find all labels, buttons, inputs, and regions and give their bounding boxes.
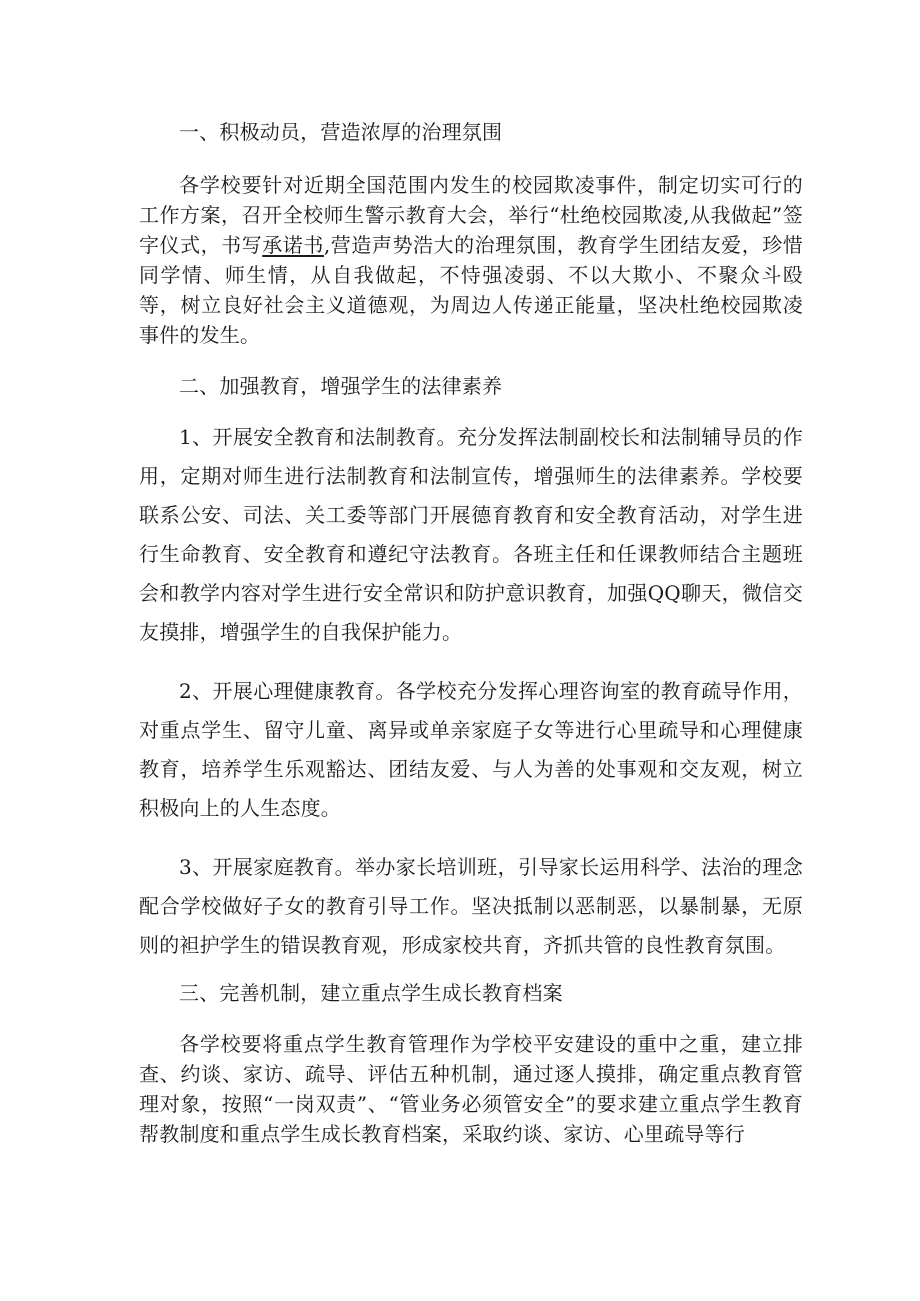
section-2-item-2: 2、开展心理健康教育。各学校充分发挥心理咨询室的教育疏导作用，对重点学生、留守儿童、离异或单亲家庭子女等进行心里疏导和心理健康教育，培养学生乐观豁达、团结友爱、与人为善的处事观和交友观，树立积极向上的人生态度。 <box>139 679 803 820</box>
document-body <box>139 118 803 1149</box>
section-2-item-3: 3、开展家庭教育。举办家长培训班，引导家长运用科学、法治的理念配合学校做好子女的教育引导工作。坚决抵制以恶制恶，以暴制暴，无原则的袒护学生的错误教育观，形成家校共育，齐抓共管的良性教育氛围。 <box>139 855 803 957</box>
section-1-text-before: 各学校要针对近期全国范围内发生的校园欺凌事件，制定切实可行的工作方案，召开全校师生警示教育大会，举行“杜绝校园欺凌,从我做起”签字仪式，书写 <box>139 173 803 257</box>
section-1-text-after: ,营造声势浩大的治理氛围，教育学生团结友爱，珍惜同学情、师生情，从自我做起，不恃强凌弱、不以大欺小、不聚众斗殴等，树立良好社会主义道德观，为周边人传递正能量，坚决杜绝校园欺凌事件的发生。 <box>139 233 803 347</box>
section-1-paragraph <box>139 170 803 350</box>
section-heading-1: 一、积极动员，营造浓厚的治理氛围 <box>179 120 503 144</box>
section-2-item-1: 1、开展安全教育和法制教育。充分发挥法制副校长和法制辅导员的作用，定期对师生进行法制教育和法制宣传，增强师生的法律素养。学校要联系公安、司法、关工委等部门开展德育教育和安全教育活动，对学生进行生命教育、安全教育和遵纪守法教育。各班主任和任课教师结合主题班会和教学内容对学生进行安全常识和防护意识教育，加强QQ聊天，微信交友摸排，增强学生的自我保护能力。 <box>139 425 803 644</box>
section-3-paragraph: 各学校要将重点学生教育管理作为学校平安建设的重中之重，建立排查、约谈、家访、疏导、评估五种机制，通过逐人摸排，确定重点教育管理对象，按照“一岗双责”、“管业务必须管安全”的要求建立重点学生教育帮教制度和重点学生成长教育档案，采取约谈、家访、心里疏导等行 <box>139 1032 803 1146</box>
underlined-term: 承诺书 <box>262 233 324 257</box>
section-heading-3: 三、完善机制，建立重点学生成长教育档案 <box>179 981 563 1005</box>
section-heading-2: 二、加强教育，增强学生的法律素养 <box>179 374 503 398</box>
